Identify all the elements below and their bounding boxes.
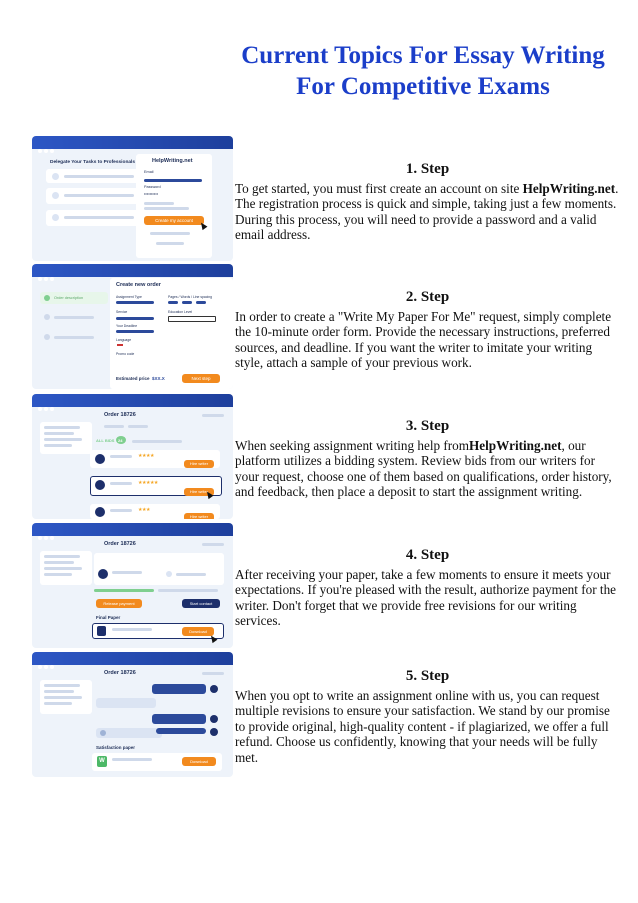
download-button[interactable]: Download [182,757,216,766]
avatar [98,569,108,579]
step-4-heading: 4. Step [405,547,450,563]
final-paper-label: Final Paper [96,615,121,620]
chat-bubble [152,684,206,694]
star-icon: ★★★★★ [138,480,158,486]
panel3-heading: Order 18726 [104,412,136,418]
hire-writer-button[interactable]: Hire writer [184,513,214,519]
browser-bar [32,394,233,407]
all-bids-tab[interactable]: ALL BIDS [96,438,115,443]
create-account-button[interactable]: Create my account [144,216,204,225]
browser-bar [32,652,233,665]
flag-icon [117,344,123,348]
download-button[interactable]: Download [182,627,214,636]
title-line-2: For Competitive Exams [296,73,550,100]
panel1-logo: HelpWriting.net [152,158,193,164]
step-4: 4. Step After receiving your paper, take a few moments to ensure it meets your expectations. If you're pleased with the result, authorize payment for the writer. Don't forget that we provide free revisions for our writing services. [235,548,620,629]
estimated-price-value: $XX.X [152,376,165,381]
step-5-heading: 5. Step [405,668,450,684]
education-select[interactable] [168,316,216,322]
word-file-icon: W [97,756,107,767]
screenshot-order-form: Order description Create new order Assignment Type Pages / Words / Line spacing Service Education Level Your Deadline Language Promo code Estimated price $XX.X Next step [32,264,233,389]
panel2-heading: Create new order [116,282,161,288]
step-2-heading: 2. Step [405,289,450,305]
browser-bar [32,136,233,149]
screenshot-bids [32,394,233,519]
panel4-heading: Order 18726 [104,541,136,547]
screenshot-revisions [32,652,233,777]
browser-bar [32,264,233,277]
chat-bubble [96,698,156,708]
step-3: 3. Step When seeking assignment writing help fromHelpWriting.net, our platform utilizes a bidding system. Review bids from our writers for your request, choose one of them based on qualifications, order history, and feedback, then place a deposit to start the assignment writing. [235,419,620,500]
title-line-1: Current Topics For Essay Writing [241,42,605,69]
next-step-button[interactable]: Next step [182,374,220,383]
screenshot-release-payment [32,523,233,648]
avatar [95,507,105,517]
star-icon: ★★★★ [138,453,154,459]
email-field[interactable] [144,179,202,182]
avatar [210,715,218,723]
file-icon [97,626,106,636]
step-5: 5. Step When you opt to write an assignment online with us, you can request multiple revisions to ensure your satisfaction. We stand by our promise to provide original, high-quality content - if plagiarized, we offer a full refund. Choose us confidently, knowing that your needs will be fully met. [235,669,620,766]
estimated-price-label: Estimated price [116,376,150,381]
bids-count: 24 [118,438,123,443]
step-1-heading: 1. Step [405,161,450,177]
browser-bar [32,523,233,536]
step-3-heading: 3. Step [405,418,450,434]
avatar [210,728,218,736]
start-contact-button[interactable]: Start contact [182,599,220,608]
avatar [95,480,105,490]
page-title [200,40,638,102]
panel1-heading: Delegate Your Tasks to Professionals [50,160,136,165]
site-link[interactable]: HelpWriting.net [469,437,562,453]
site-link[interactable]: HelpWriting.net [522,180,616,196]
step-2: 2. Step In order to create a "Write My Paper For Me" request, simply complete the 10-minute order form. Provide the necessary instructions, preferred sources, and deadline. If you want the writer to imitate your writing style, attach a sample of your previous work. [235,290,620,371]
step-1: 1. Step To get started, you must first create an account on site HelpWriting.net. The registration process is quick and simple, taking just a few moments. During this process, you will need to provide a password and a valid email address. [235,161,619,243]
hire-writer-button[interactable]: Hire writer [184,460,214,468]
avatar [95,454,105,464]
chat-bubble [152,714,206,724]
release-payment-button[interactable]: Release payment [96,599,142,608]
satisfaction-paper-label: Satisfaction paper [96,745,136,750]
panel5-heading: Order 18726 [104,670,136,676]
screenshot-registration: Delegate Your Tasks to Professionals HelpWriting.net Email Password •••••••••• Create my account [32,136,233,261]
star-icon: ★★★ [138,507,150,513]
avatar [210,685,218,693]
password-field[interactable]: •••••••••• [144,191,159,196]
hire-writer-button[interactable]: Hire writer [184,488,214,496]
